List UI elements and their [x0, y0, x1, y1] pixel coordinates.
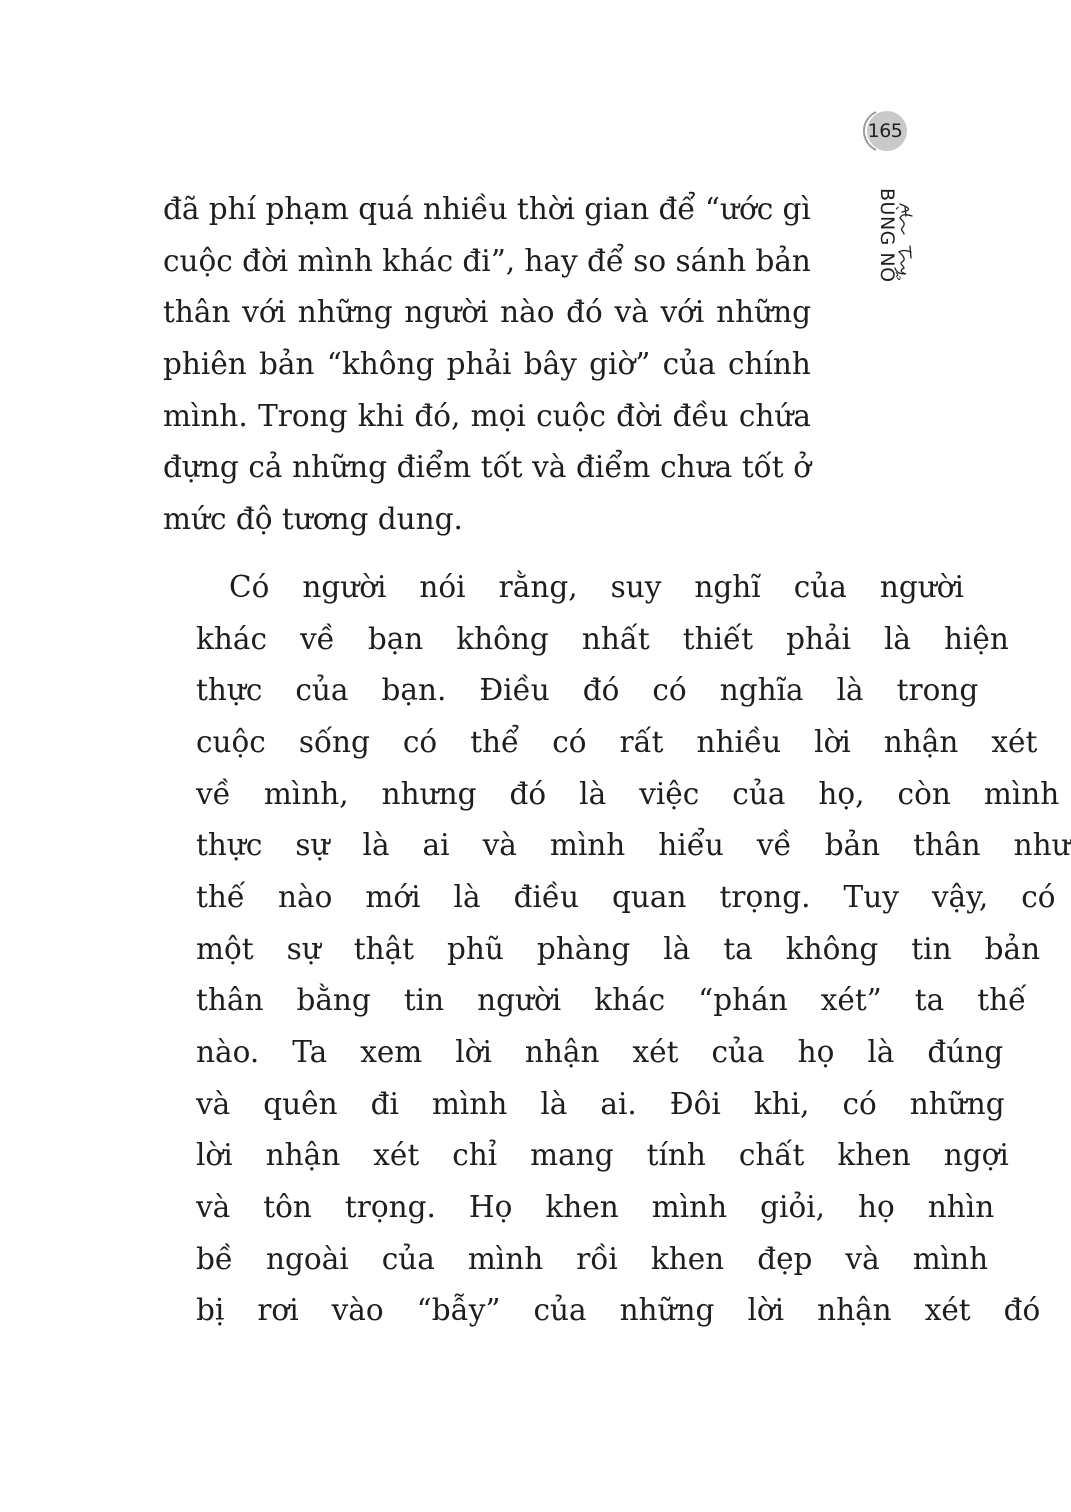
text-line: và quên đi mình là ai. Đôi khi, có những [196, 1086, 1005, 1121]
paragraph [163, 562, 1071, 1337]
text-line: khác về bạn không nhất thiết phải là hiện [196, 621, 1009, 656]
text-line: Có người nói rằng, suy nghĩ của người [229, 569, 964, 604]
text-line: đã phí phạm quá nhiều thời gian để “ước gì [163, 192, 811, 226]
text-line: cuộc đời mình khác đi”, hay để so sánh bản [163, 243, 811, 278]
text-line: đựng cả những điểm tốt và điểm chưa tốt ở [163, 450, 811, 485]
text-line: bề ngoài của mình rồi khen đẹp và mình [196, 1241, 989, 1276]
text-line: phiên bản “không phải bây giờ” của chính [163, 347, 811, 382]
running-head [872, 188, 916, 298]
text-line: cuộc sống có thể có rất nhiều lời nhận xét [196, 724, 1038, 759]
text-line: mình. Trong khi đó, mọi cuộc đời đều chứa [163, 398, 811, 433]
text-line: bị rơi vào “bẫy” của những lời nhận xét đó [196, 1293, 1041, 1328]
text-line: nào. Ta xem lời nhận xét của họ là đúng [196, 1035, 1004, 1069]
text-line: thế nào mới là điều quan trọng. Tuy vậy, có [196, 879, 1056, 914]
paragraph [163, 184, 811, 546]
page-number: 165 [867, 120, 903, 142]
text-line: thực của bạn. Điều đó có nghĩa là trong [196, 673, 979, 708]
text-line: thực sự là ai và mình hiểu về bản thân như [196, 828, 1071, 863]
text-line: thân với những người nào đó và với những [163, 295, 811, 330]
text-line: một sự thật phũ phàng là ta không tin bản [196, 931, 1041, 966]
page-number-badge [862, 108, 908, 154]
text-line: thân bằng tin người khác “phán xét” ta thế [196, 983, 1027, 1018]
text-line: lời nhận xét chỉ mang tính chất khen ngợi [196, 1138, 1009, 1173]
text-line: về mình, nhưng đó là việc của họ, còn mình [196, 776, 1060, 811]
text-line: và tôn trọng. Họ khen mình giỏi, họ nhìn [196, 1190, 995, 1225]
book-title: BÙNG NỔ [876, 188, 898, 283]
text-line: mức độ tương dung. [163, 502, 463, 537]
